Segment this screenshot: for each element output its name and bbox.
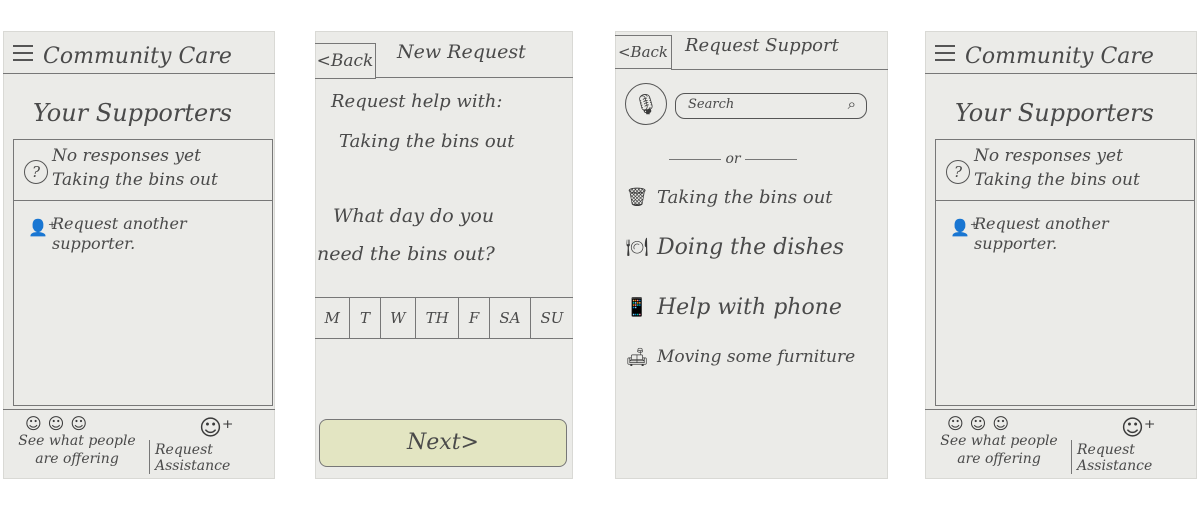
- task-option[interactable]: [623, 177, 833, 217]
- supporters-card: [13, 139, 273, 406]
- next-button[interactable]: Next>: [319, 419, 567, 467]
- hamburger-menu-icon[interactable]: [13, 45, 33, 61]
- day-tuesday[interactable]: T: [350, 298, 380, 338]
- task-option[interactable]: [623, 287, 842, 327]
- phone-icon: 📱: [625, 296, 649, 318]
- screen-title: Request Support: [685, 35, 839, 56]
- day-monday[interactable]: M: [315, 298, 350, 338]
- day-question-line2: need the bins out?: [317, 243, 495, 265]
- microphone-icon[interactable]: 🎙: [625, 83, 667, 125]
- or-label: or: [725, 151, 741, 167]
- request-another-supporter[interactable]: Request another supporter.: [52, 214, 187, 253]
- furniture-icon: 🛋: [625, 346, 649, 368]
- day-question-line1: What day do you: [333, 205, 495, 227]
- search-placeholder: Search: [688, 97, 735, 112]
- search-icon[interactable]: ⌕: [847, 95, 856, 113]
- supporters-card: [935, 139, 1195, 406]
- card-divider: [14, 200, 272, 201]
- header-divider: [375, 77, 573, 78]
- back-button[interactable]: <Back: [615, 35, 672, 69]
- day-friday[interactable]: F: [459, 298, 490, 338]
- response-task: Taking the bins out: [974, 170, 1140, 190]
- day-sunday[interactable]: SU: [540, 309, 564, 327]
- section-title: Your Supporters: [955, 99, 1154, 127]
- app-title: Community Care: [43, 44, 232, 69]
- task-label: Help with phone: [657, 294, 842, 320]
- add-person-icon[interactable]: 👤⁺: [950, 218, 979, 237]
- question-icon: ?: [24, 160, 48, 184]
- supporters-screen-1: [3, 31, 275, 479]
- task-label: Doing the dishes: [657, 234, 845, 260]
- add-smiley-icon: ☺⁺: [199, 416, 234, 441]
- smiley-faces-icon: ☺☺☺: [947, 414, 1016, 433]
- app-title: Community Care: [965, 44, 1154, 69]
- hamburger-menu-icon[interactable]: [935, 45, 955, 61]
- question-icon: ?: [946, 160, 970, 184]
- response-status: No responses yet: [974, 146, 1123, 166]
- bottom-bar: [925, 409, 1197, 480]
- screen-title: New Request: [397, 41, 526, 63]
- request-assistance-button[interactable]: Request Assistance: [155, 442, 231, 474]
- day-thursday[interactable]: TH: [416, 298, 459, 338]
- supporters-screen-2: [925, 31, 1197, 479]
- request-help-label: Request help with:: [331, 91, 503, 112]
- bottom-bar-divider: [1071, 440, 1072, 474]
- smiley-faces-icon: ☺☺☺: [25, 414, 94, 433]
- search-input[interactable]: [675, 93, 867, 119]
- response-task: Taking the bins out: [52, 170, 218, 190]
- header-divider: [925, 73, 1197, 74]
- task-option[interactable]: [623, 337, 855, 377]
- task-label: Moving some furniture: [657, 347, 856, 367]
- see-offering-button[interactable]: See what people are offering: [18, 433, 136, 467]
- request-another-supporter[interactable]: Request another supporter.: [974, 214, 1109, 253]
- day-selector: [315, 297, 573, 339]
- bottom-bar-divider: [149, 440, 150, 474]
- dishes-icon: 🍽: [625, 236, 649, 258]
- request-task: Taking the bins out: [339, 131, 515, 152]
- add-smiley-icon: ☺⁺: [1121, 416, 1156, 441]
- day-wednesday[interactable]: W: [381, 298, 417, 338]
- task-label: Taking the bins out: [657, 186, 833, 208]
- see-offering-button[interactable]: See what people are offering: [940, 433, 1058, 467]
- back-button[interactable]: <Back: [315, 43, 376, 79]
- or-separator: [653, 151, 813, 167]
- bin-icon: 🗑: [625, 186, 649, 208]
- card-divider: [936, 200, 1194, 201]
- header-divider: [671, 69, 888, 70]
- request-support-screen: [615, 31, 888, 479]
- request-assistance-button[interactable]: Request Assistance: [1077, 442, 1153, 474]
- bottom-bar: [3, 409, 275, 480]
- task-option[interactable]: [623, 227, 844, 267]
- section-title: Your Supporters: [33, 99, 232, 127]
- header-divider: [3, 73, 275, 74]
- add-person-icon[interactable]: 👤⁺: [28, 218, 57, 237]
- new-request-screen: [315, 31, 573, 479]
- day-saturday[interactable]: SA: [490, 298, 531, 338]
- response-status: No responses yet: [52, 146, 201, 166]
